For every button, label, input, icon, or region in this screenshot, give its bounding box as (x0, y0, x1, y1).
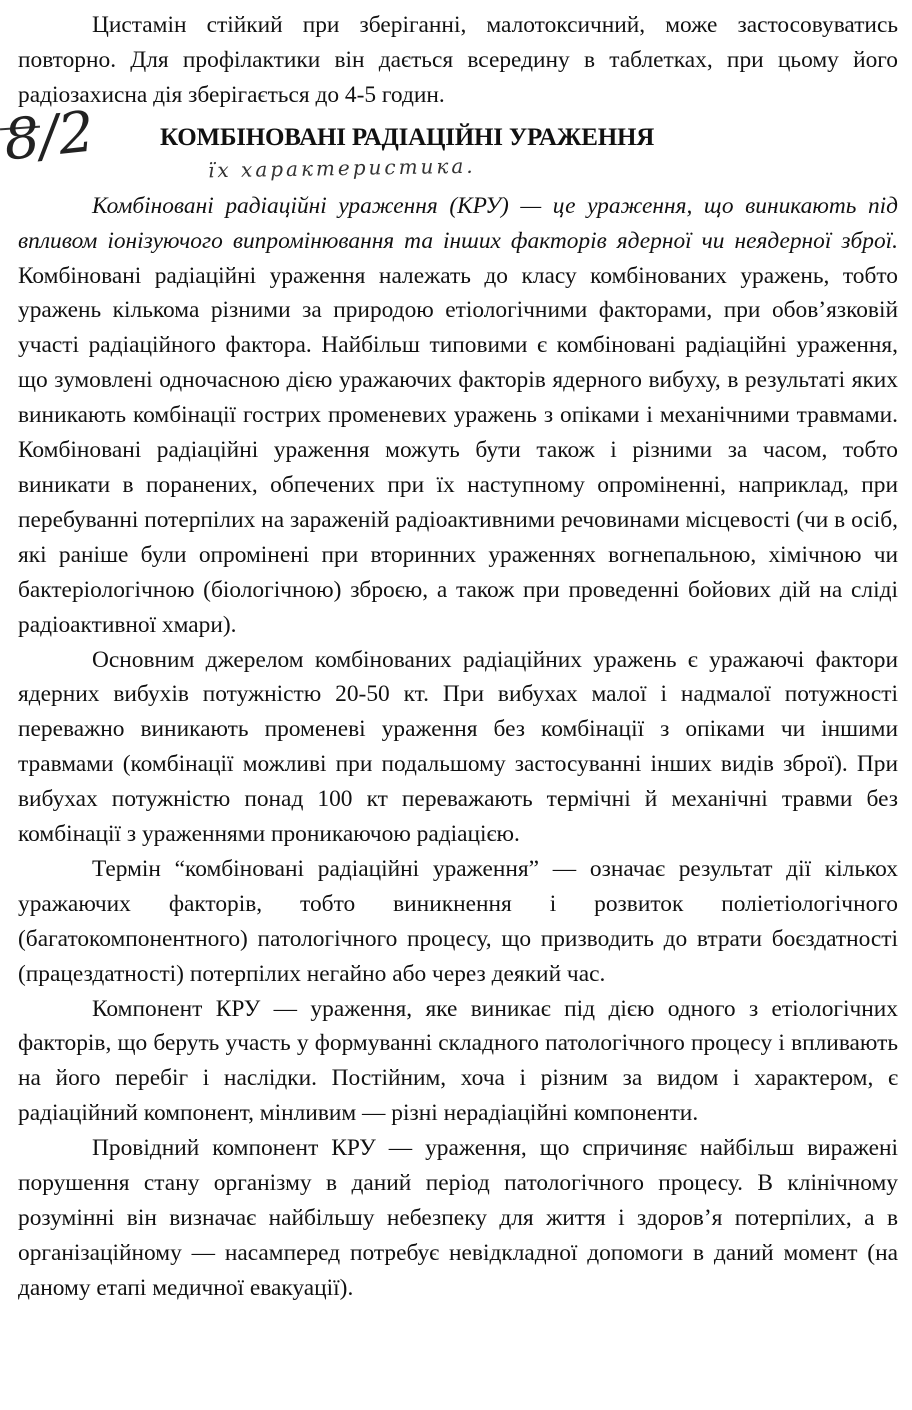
paragraph-1-body: Комбіновані радіаційні ураження належать до класу комбінованих уражень, тобто уражень кількома різними за природою етіологічними факторами, при обов’язковій участі радіаційного фактора. Найбільш типовими є комбіновані радіаційні ураження, що зумовлені одночасною дією уражаючих факторів ядерного вибуху, в результаті яких виникають комбінації гострих променевих уражень з опіками і механічними травмами. Комбіновані радіаційні ураження можуть бути також і різними за часом, тобто виникати в поранених, обпечених при їх наступному опроміненні, наприклад, при перебуванні потерпілих на зараженій радіоактивними речовинами місцевості (чи в осіб, які раніше були опромінені при вторинних ураженнях вогнепальною, хімічною чи бактеріологічною (біологічною) зброєю, а також при проведенні бойових дій на сліді радіоактивної хмари). (18, 262, 898, 638)
definition-text: Комбіновані радіаційні ураження (КРУ) — це ураження, що виникають під впливом іонізуючого випромінювання та інших факторів ядерної чи неядерної зброї. (18, 192, 898, 254)
paragraph-definition (18, 189, 898, 643)
paragraph-4: Компонент КРУ — ураження, яке виникає під дією одного з етіологічних факторів, що беруть участь у формуванні складного патологічного процесу і впливають на його перебіг і наслідки. Постійним, хоча і різним за видом і характером, є радіаційний компонент, мінливим — різні нерадіаційні компоненти. (18, 995, 898, 1127)
paragraph-2: Основним джерелом комбінованих радіаційних уражень є уражаючі фактори ядерних вибухів потужністю 20-50 кт. При вибухах малої і надмалої потужності переважно виникають променеві ураження без комбінації з опіками чи іншими травмами (комбінації можливі при подальшому застосуванні інших видів зброї). При вибухах потужністю понад 100 кт переважають термічні й механічні травми без комбінації з ураженнями проникаючою радіацією. (18, 646, 898, 848)
paragraph-3: Термін “комбіновані радіаційні ураження” — означає результат дії кількох уражаючих факторів, тобто виникнення і розвиток поліетіологічного (багатокомпонентного) патологічного процесу, що призводить до втрати боєздатності (працездатності) потерпілих негайно або через деякий час. (18, 855, 898, 987)
handwritten-note: їх характеристика. (207, 153, 476, 183)
intro-paragraph: Цистамін стійкий при зберіганні, малотоксичний, може застосовуватись повторно. Для профілактики він дається всередину в таблетках, при цьому його радіозахисна дія зберігається до 4-5 годин. (18, 12, 898, 108)
handwritten-section-number: 8/2 (0, 99, 98, 174)
document-page (0, 8, 898, 1306)
section-title: КОМБІНОВАНІ РАДІАЦІЙНІ УРАЖЕННЯ (160, 123, 655, 151)
paragraph-5: Провідний компонент КРУ — ураження, що спричиняє найбільш виражені порушення стану організму в даний період патологічного процесу. В клінічному розумінні він визначає найбільшу небезпеку для життя і здоров’я потерпілих, а в організаційному — насамперед потребує невідкладної допомоги в даний момент (на даному етапі медичної евакуації). (18, 1135, 898, 1301)
section-heading-row (0, 99, 898, 189)
